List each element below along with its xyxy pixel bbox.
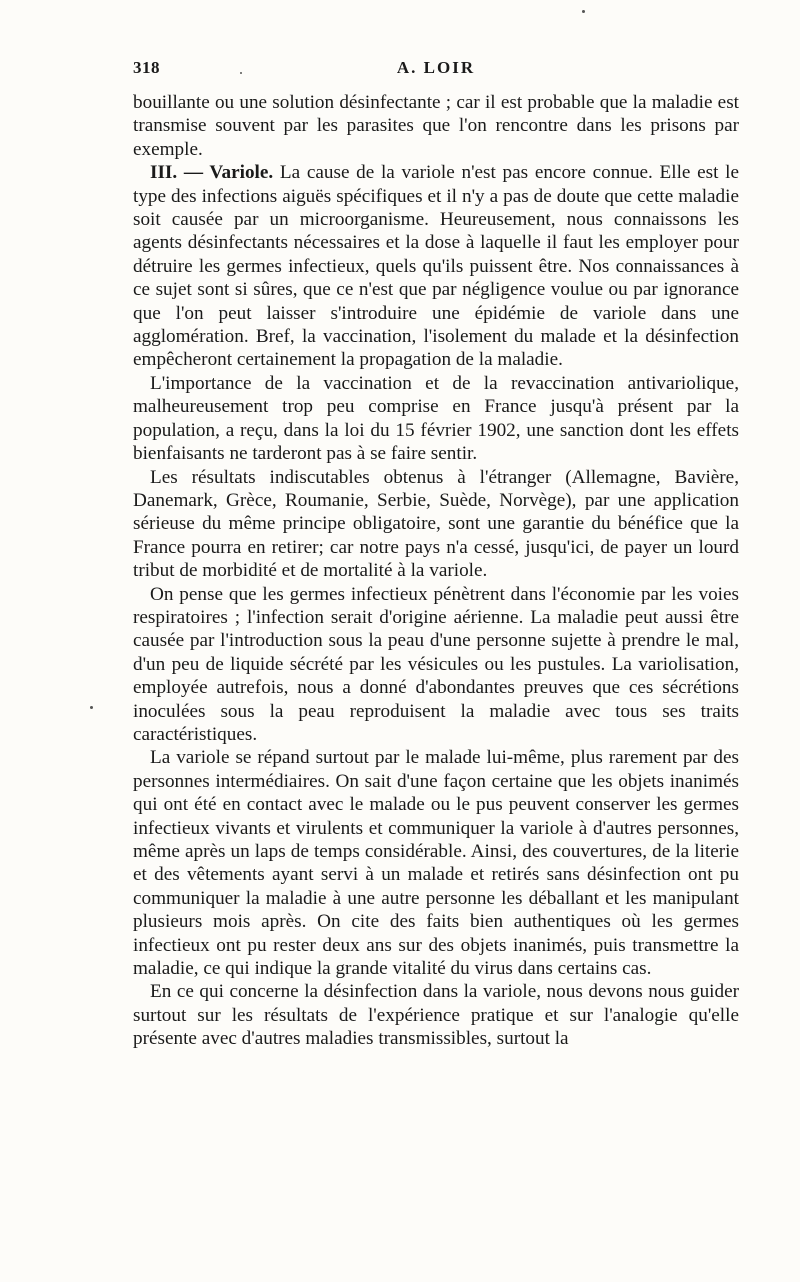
paragraph-text: bouillante ou une solution désinfectante ; car il est probable que la maladie est transmise souvent par les parasites que l'on rencontre dans les prisons par exemple. [133,92,739,160]
paragraph [133,980,739,1050]
running-head [133,58,739,84]
paragraph-text: On pense que les germes infectieux pénètrent dans l'économie par les voies respiratoires ; l'infection serait d'origine aérienne. La maladie peut aussi être causée par l'introduction sous la peau d'une personne sujette à prendre le mal, d'un peu de liquide sécrété par les vésicules ou les pustules. La variolisation, employée autrefois, nous a donné d'abondantes preuves que ces sécrétions inoculées sous la peau reproduisent la maladie avec tous ses traits caractéristiques. [133,583,739,745]
paragraph [133,372,739,466]
paragraph-text: La variole se répand surtout par le malade lui-même, plus rarement par des personnes intermédiaires. On sait d'une façon certaine que les objets inanimés qui ont été en contact avec le malade ou le pus peuvent conserver les germes infectieux vivants et virulents et communiquer la variole à d'autres personnes, même après un laps de temps considérable. Ainsi, des couvertures, de la literie et des vêtements ayant servi à un malade et retirés sans désinfection ont pu communiquer la maladie à une autre personne les déballant et les manipulant plusieurs mois après. On cite des faits bien authentiques où les germes infectieux ont pu rester deux ans sur des objets inanimés, puis transmettre la maladie, ce qui indique la grande vitalité du virus dans certains cas. [133,747,739,980]
paper-speck [582,10,585,13]
paragraph-text: La cause de la variole n'est pas encore connue. Elle est le type des infections aiguës spécifiques et il n'y a pas de doute que cette maladie soit causée par un microorganisme. Heureusement, nous connaissons les agents désinfectants nécessaires et la dose à laquelle il faut les employer pour détruire les germes infectieux, quels qu'ils puissent être. Nos connaissances à ce sujet sont si sûres, que ce n'est que par négligence voulue ou par ignorance que l'on peut laisser s'introduire une épidémie de variole dans une agglomération. Bref, la vaccination, l'isolement du malade et la désinfection empêcheront certainement la propagation de la maladie. [133,162,739,371]
paragraph [133,746,739,980]
paragraph-text: En ce qui concerne la désinfection dans la variole, nous devons nous guider surtout sur les résultats de l'expérience pratique et sur l'analogie qu'elle présente avec d'autres maladies transmissibles, surtout la [133,981,739,1050]
section-heading: III. — Variole. [150,162,274,184]
paragraph-variole-intro [133,161,739,372]
paragraph [133,583,739,747]
paragraph-text: L'importance de la vaccination et de la revaccination antivariolique, malheureusement trop peu comprise en France jusqu'à présent par la population, a reçu, dans la loi du 15 février 1902, une sanction dont les effets bienfaisants ne tarderont pas à se faire sentir. [133,372,739,465]
running-head-author: A. LOIR [396,58,476,77]
paragraph-text: Les résultats indiscutables obtenus à l'étranger (Allemagne, Bavière, Danemark, Grèce, Roumanie, Serbie, Suède, Norvège), par une application sérieuse du même principe obligatoire, sont une garantie du bénéfice que la France pourra en retirer; car notre pays n'a cessé, jusqu'ici, de payer un lourd tribut de morbidité et de mortalité à la variole. [133,466,739,582]
paper-speck [90,706,93,709]
paragraph [133,466,739,583]
paper-speck [240,72,242,74]
page-number: 318 [133,58,160,77]
body-text [133,91,739,1051]
paragraph-continuation [133,91,739,161]
